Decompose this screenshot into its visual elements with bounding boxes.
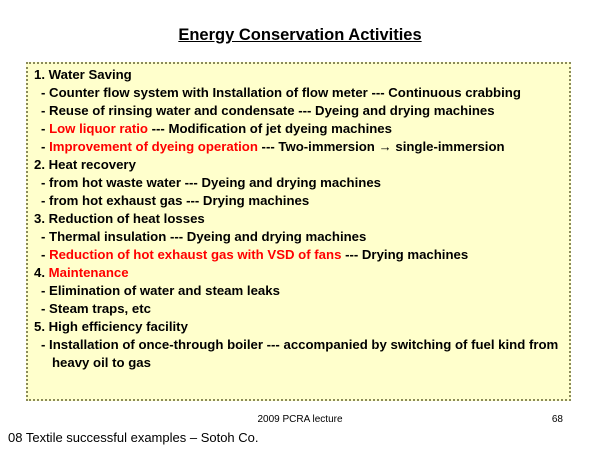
list-item	[34, 192, 564, 210]
text-fragment: - Counter flow system with Installation of flow meter --- Continuous crabbing	[41, 85, 521, 100]
list-item	[34, 120, 564, 138]
list-item	[34, 336, 564, 372]
text-fragment: - from hot exhaust gas --- Drying machines	[41, 193, 310, 208]
highlighted-text: Improvement of dyeing operation	[49, 139, 258, 154]
text-fragment: - from hot waste water --- Dyeing and drying machines	[41, 175, 381, 190]
text-fragment: - Thermal insulation --- Dyeing and drying machines	[41, 229, 367, 244]
highlighted-text: Maintenance	[48, 265, 129, 280]
highlighted-text: Low liquor ratio	[49, 121, 148, 136]
text-fragment: -	[41, 121, 50, 136]
list-item	[34, 282, 564, 300]
text-fragment: --- Drying machines	[341, 247, 469, 262]
slide-title: Energy Conservation Activities	[178, 26, 422, 44]
content-box	[26, 62, 571, 401]
slide-caption: 08 Textile successful examples – Sotoh Co.	[8, 430, 259, 445]
text-fragment: - Installation of once-through boiler --- accompanied by switching of fuel kind from heavy oil to gas	[41, 337, 559, 370]
list-item	[34, 300, 564, 318]
lecture-footer: 2009 PCRA lecture	[257, 414, 343, 425]
section-heading: 3. Reduction of heat losses	[34, 211, 205, 226]
section-heading	[34, 264, 564, 282]
list-item	[34, 246, 564, 264]
text-fragment: -	[41, 139, 50, 154]
highlighted-text: Reduction of hot exhaust gas with VSD of fans	[49, 247, 342, 262]
text-fragment: -	[41, 247, 50, 262]
list-item	[34, 102, 564, 120]
section-heading: 5. High efficiency facility	[34, 319, 188, 334]
text-fragment: - Elimination of water and steam leaks	[41, 283, 280, 298]
section-heading: 2. Heat recovery	[34, 157, 136, 172]
text-fragment: - Reuse of rinsing water and condensate --- Dyeing and drying machines	[41, 103, 495, 118]
text-fragment: --- Two-immersion → single-immersion	[257, 139, 505, 154]
list-item	[34, 84, 564, 102]
list-item	[34, 138, 564, 156]
text-fragment: - Steam traps, etc	[41, 301, 151, 316]
page-number: 68	[551, 414, 563, 425]
activity-list	[34, 66, 564, 372]
section-heading: 1. Water Saving	[34, 67, 132, 82]
text-fragment: --- Modification of jet dyeing machines	[147, 121, 392, 136]
list-item	[34, 228, 564, 246]
list-item	[34, 174, 564, 192]
text-fragment: 4.	[34, 265, 49, 280]
